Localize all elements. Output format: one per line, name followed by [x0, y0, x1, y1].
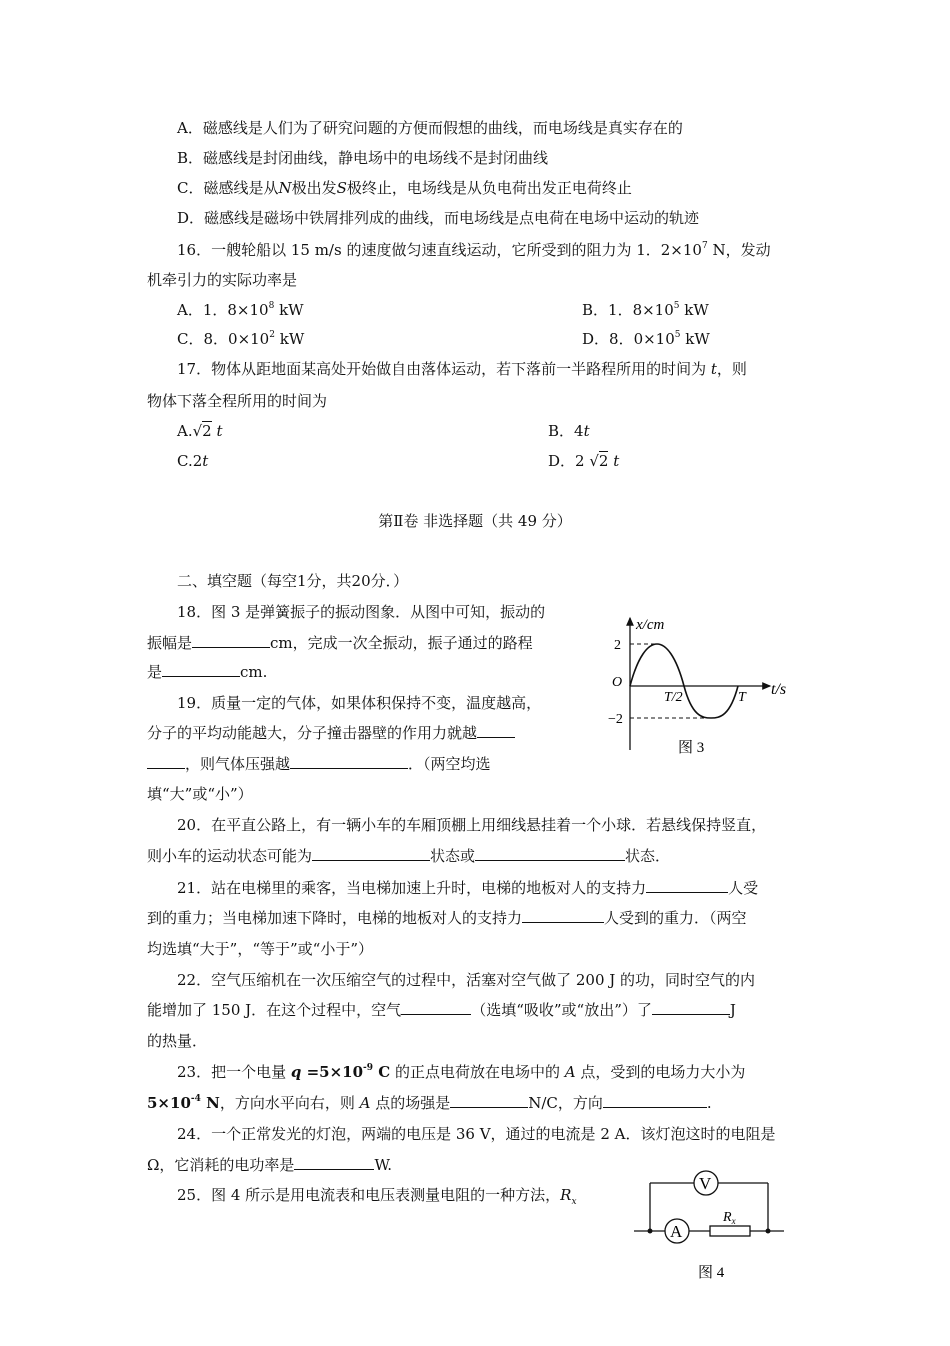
q18-line3: 是 cm.: [147, 663, 268, 681]
q24-line1: 24．一个正常发光的灯泡，两端的电压是 36 V，通过的电流是 2 A．该灯泡这时的电阻是: [177, 1125, 776, 1143]
answer-blank[interactable]: [475, 846, 625, 861]
answer-blank[interactable]: [192, 633, 270, 648]
figure-3-caption: 图 3: [678, 740, 705, 756]
origin-label: O: [612, 675, 623, 690]
q17-option-c: C.2t: [177, 452, 209, 470]
q17-option-a: A.√2 t: [177, 422, 223, 440]
answer-blank[interactable]: [312, 846, 430, 861]
q21-line2: 到的重力；当电梯加速下降时，电梯的地板对人的支持力 人受到的重力．（两空: [147, 909, 747, 927]
y-axis-label: x/cm: [636, 617, 665, 633]
answer-blank[interactable]: [522, 908, 604, 923]
figure-3-vibration-graph: [600, 612, 800, 762]
q17-stem-line1: 17．物体从距地面某高处开始做自由落体运动，若下落前一半路程所用的时间为 t，则: [177, 360, 747, 378]
q16-option-d: D．8．$0\times 10^5$ kW: [582, 330, 710, 348]
figure-4-caption: 图 4: [698, 1265, 725, 1281]
voltmeter-label: V: [699, 1174, 712, 1193]
answer-blank[interactable]: [646, 878, 728, 893]
q16-option-c: C．8．$0\times 10^2$ kW: [177, 330, 305, 348]
answer-blank[interactable]: [450, 1093, 528, 1108]
q15-option-d: D．磁感线是磁场中铁屑排列成的曲线，而电场线是点电荷在电场中运动的轨迹: [177, 209, 700, 227]
y-tick-top: 2: [614, 638, 621, 653]
q17-stem-line2: 物体下落全程所用的时间为: [147, 392, 328, 410]
junction-node: [648, 1229, 653, 1234]
q18-line1: 18．图 3 是弹簧振子的振动图象．从图中可知，振动的: [177, 603, 546, 621]
q21-line3: 均选填“大于”，“等于”或“小于”）: [147, 940, 374, 958]
q16-stem-line1: 16．一艘轮船以 15 m/s 的速度做匀速直线运动，它所受到的阻力为 1．$2\times 10^7$ N，发动: [177, 241, 771, 259]
q15-option-a: A．磁感线是人们为了研究问题的方便而假想的曲线，而电场线是真实存在的: [177, 119, 683, 137]
answer-blank[interactable]: [294, 1155, 374, 1170]
q16-option-b: B．1．$8\times 10^5$ kW: [582, 301, 709, 319]
y-tick-bottom: −2: [608, 712, 623, 727]
x-tick-half-period: T/2: [664, 690, 683, 705]
q23-line1: 23．把一个电量 $q =5\times 10^{-9}$ C 的正点电荷放在电场中的 A 点，受到的电场力大小为: [177, 1063, 746, 1081]
answer-blank[interactable]: [162, 662, 240, 677]
q22-line3: 的热量．: [147, 1032, 208, 1050]
q17-option-d: D．2 √2 t: [548, 452, 620, 470]
q21-line1: 21．站在电梯里的乘客，当电梯加速上升时，电梯的地板对人的支持力 人受: [177, 879, 759, 897]
q20-line2: 则小车的运动状态可能为 状态或 状态．: [147, 847, 671, 865]
q18-line2: 振幅是 cm，完成一次全振动，振子通过的路程: [147, 634, 533, 652]
q22-line1: 22．空气压缩机在一次压缩空气的过程中，活塞对空气做了 200 J 的功，同时空气的内: [177, 971, 756, 989]
fill-section-header: 二、填空题（每空1分，共20分．）: [177, 572, 409, 590]
answer-blank[interactable]: [147, 754, 185, 769]
q25-line1: 25．图 4 所示是用电流表和电压表测量电阻的一种方法，$R_x$: [177, 1186, 577, 1207]
q19-line3: ，则气体压强越 ．（两空均选: [147, 754, 491, 774]
q24-line2: Ω，它消耗的电功率是 W.: [147, 1156, 393, 1174]
section-title: 第Ⅱ卷 非选择题（共 49 分）: [378, 512, 572, 530]
answer-blank[interactable]: [290, 754, 408, 769]
q22-line2: 能增加了 150 J．在这个过程中，空气 （选填“吸收”或“放出”）了 J: [147, 1001, 736, 1019]
q19-line1: 19．质量一定的气体，如果体积保持不变，温度越高，: [177, 694, 542, 712]
answer-blank[interactable]: [652, 1000, 730, 1015]
resistor-label: $R_x$: [723, 1210, 736, 1226]
x-axis-label: t/s: [771, 681, 787, 698]
q16-option-a: A．1．$8\times 10^8$ kW: [177, 301, 304, 319]
q15-option-b: B．磁感线是封闭曲线，静电场中的电场线不是封闭曲线: [177, 149, 549, 167]
q20-line1: 20．在平直公路上，有一辆小车的车厢顶棚上用细线悬挂着一个小球．若悬线保持竖直，: [177, 816, 767, 834]
ammeter-label: A: [670, 1222, 683, 1241]
figure-4-circuit: [630, 1165, 790, 1285]
sine-curve: [630, 644, 738, 718]
q19-line4: 填“大”或“小”）: [147, 785, 253, 803]
answer-blank[interactable]: [401, 1000, 471, 1015]
junction-node: [766, 1229, 771, 1234]
q19-line2: 分子的平均动能越大，分子撞击器壁的作用力就越: [147, 723, 515, 743]
answer-blank[interactable]: [603, 1093, 707, 1108]
q17-option-b: B．4t: [548, 422, 590, 440]
q15-option-c: C．磁感线是从N极出发S极终止，电场线是从负电荷出发正电荷终止: [177, 179, 632, 197]
q23-line2: $5\times 10^{-4}$ N，方向水平向右，则 A 点的场强是 N/C，方向 .: [147, 1094, 712, 1112]
answer-blank[interactable]: [477, 723, 515, 738]
q16-stem-line2: 机牵引力的实际功率是: [147, 271, 298, 289]
resistor: [710, 1226, 750, 1236]
sqrt-symbol: √2: [192, 422, 212, 440]
x-tick-period: T: [738, 690, 746, 705]
sqrt-symbol: √2: [589, 452, 609, 470]
